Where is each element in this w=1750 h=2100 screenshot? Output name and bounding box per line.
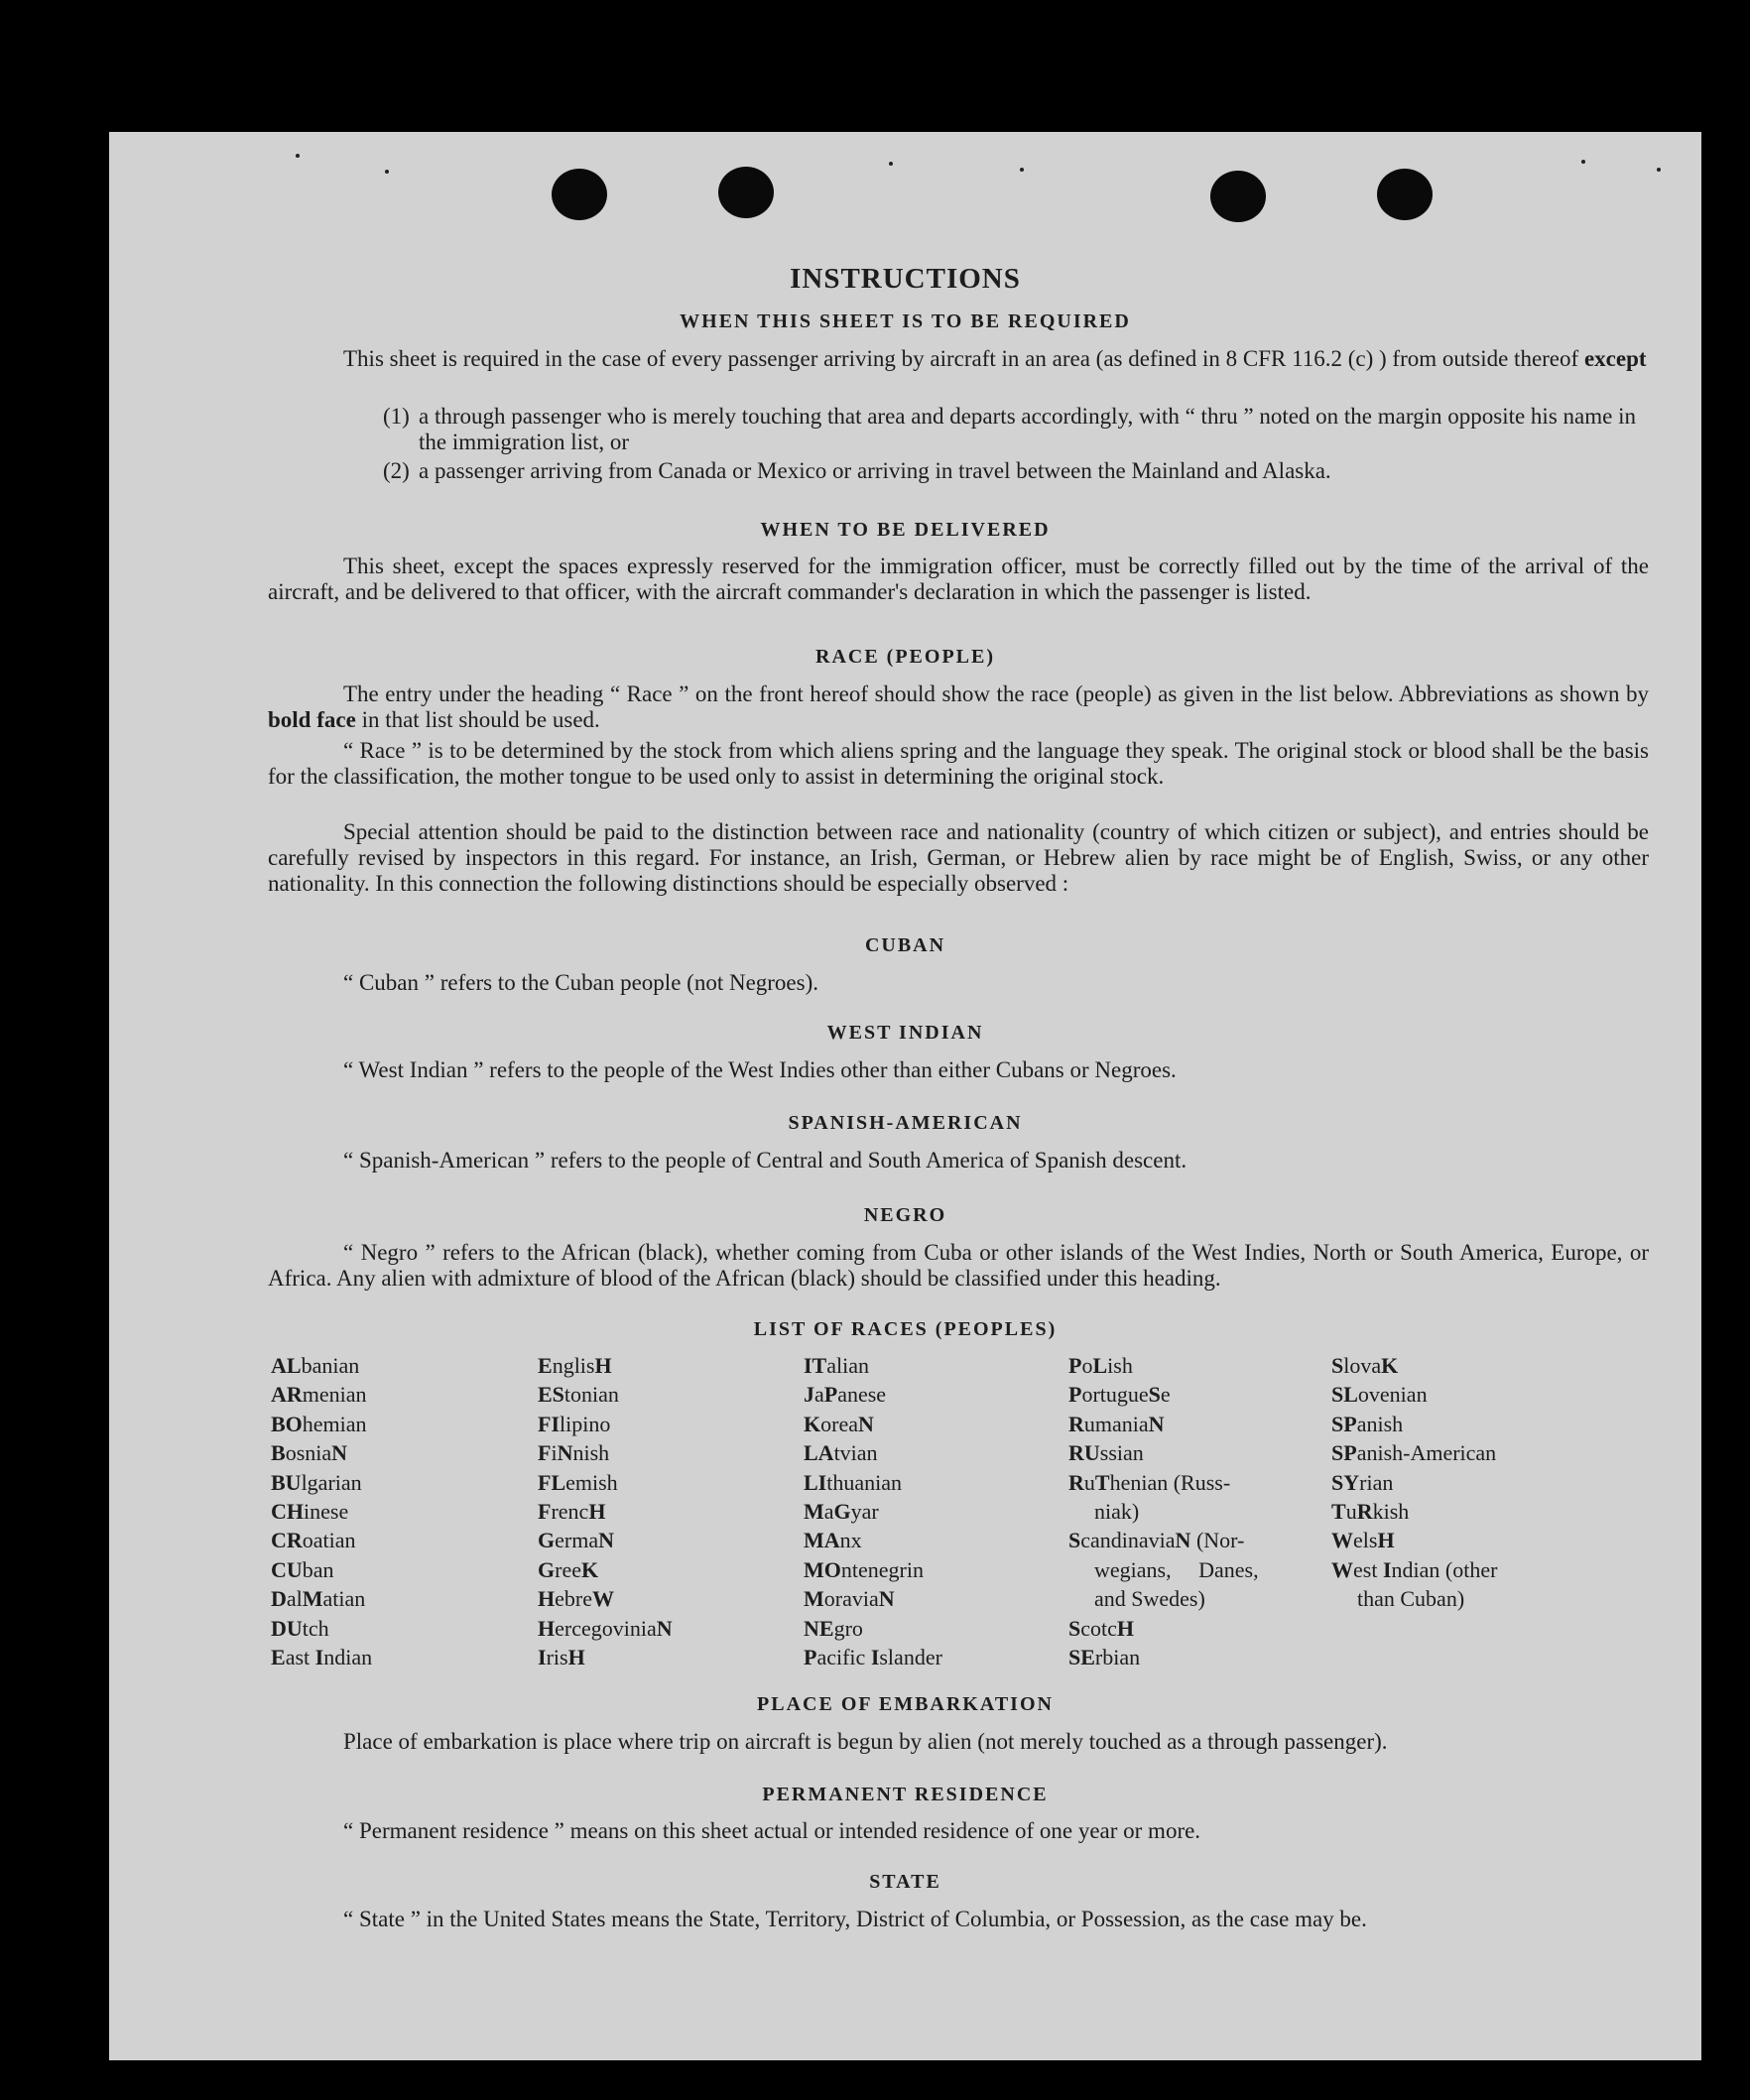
race-text: ssian — [1099, 1440, 1144, 1466]
race-abbrev-letters: P — [1068, 1353, 1082, 1378]
race-text: ercegovinia — [555, 1615, 657, 1641]
race-entry — [1068, 1526, 1326, 1554]
race-text: oravia — [823, 1586, 879, 1612]
race-abbrev-letters: P — [1068, 1382, 1082, 1408]
document-sheet — [109, 132, 1701, 2060]
race-entry — [271, 1497, 529, 1526]
race-text: orea — [820, 1411, 858, 1436]
race-column-1 — [271, 1351, 529, 1671]
race-abbrev-letters: SY — [1331, 1469, 1360, 1495]
race-paragraph-1 — [268, 681, 1649, 733]
race-abbrev-letters: FL — [538, 1469, 566, 1495]
race-text: ndian (other — [1391, 1556, 1498, 1582]
race-abbrev-letters: G — [833, 1499, 851, 1525]
race-abbrev-letters: N — [598, 1528, 614, 1553]
race-text: anish — [1356, 1411, 1404, 1436]
race-abbrev-letters: ES — [538, 1382, 564, 1408]
race-abbrev-letters: CH — [271, 1499, 304, 1525]
race-entry — [1331, 1438, 1589, 1467]
race-text: rbian — [1094, 1645, 1141, 1670]
race-entry — [1331, 1380, 1589, 1409]
section-heading-spanish-american: SPANISH-AMERICAN — [788, 1112, 1023, 1134]
race-text: ebre — [555, 1586, 592, 1612]
race-entry — [1068, 1614, 1326, 1643]
race-abbrev-letters: LI — [804, 1469, 827, 1495]
race-abbrev-letters: F — [538, 1440, 552, 1466]
race-abbrev-letters: M — [302, 1586, 323, 1612]
race-text: candinavia — [1080, 1528, 1176, 1553]
race-text: slander — [879, 1645, 942, 1670]
race-text: u — [1345, 1499, 1357, 1525]
race-text: anese — [837, 1382, 887, 1408]
race-abbrev-letters: S — [1148, 1382, 1161, 1408]
race-text: alian — [826, 1353, 870, 1378]
race-text: atian — [322, 1586, 366, 1612]
speck — [385, 170, 389, 174]
race-abbrev-letters: FI — [538, 1411, 560, 1436]
race-text: anish-American — [1356, 1440, 1497, 1466]
race-entry — [804, 1526, 1062, 1554]
race-entry — [538, 1351, 796, 1380]
race-entry — [1068, 1351, 1326, 1380]
race-text: ast — [285, 1645, 315, 1670]
race-abbrev-letters: G — [538, 1528, 556, 1553]
race-text: cotc — [1080, 1615, 1117, 1641]
race-abbrev-letters: R — [1068, 1469, 1084, 1495]
race-text: a — [814, 1382, 824, 1408]
race-abbrev-letters: H — [567, 1645, 585, 1670]
punch-hole — [1210, 171, 1266, 222]
race-abbrev-letters: L — [1092, 1353, 1108, 1378]
race-abbrev-letters: RU — [1068, 1440, 1100, 1466]
race-column-2 — [538, 1351, 796, 1671]
race-entry — [271, 1555, 529, 1584]
race-abbrev-letters: I — [538, 1645, 547, 1670]
race-abbrev-letters: D — [271, 1586, 287, 1612]
speck — [1581, 160, 1585, 164]
race-text: nglis — [552, 1353, 595, 1378]
race-text: ntenegrin — [840, 1556, 924, 1582]
section-heading-embarkation: PLACE OF EMBARKATION — [757, 1693, 1054, 1715]
race-text: nish — [572, 1440, 610, 1466]
race-abbrev-letters: F — [538, 1499, 552, 1525]
intro-bold: except — [1583, 346, 1647, 371]
race-text: inese — [304, 1499, 349, 1525]
section-heading-negro: NEGRO — [863, 1204, 947, 1226]
punch-hole — [718, 167, 774, 218]
race-text: niak) — [1094, 1499, 1140, 1525]
race-entry — [271, 1526, 529, 1554]
race-text: lipino — [560, 1411, 611, 1436]
race-abbrev-letters: MA — [804, 1528, 840, 1553]
section-heading-permanent-residence: PERMANENT RESIDENCE — [762, 1784, 1049, 1805]
section-heading-west-indian: WEST INDIAN — [826, 1022, 984, 1044]
when-delivered-text: This sheet, except the spaces expressly reserved for the immigration officer, must be correctly filled out by the time of the arrival of the aircraft, and be delivered to that officer, with the aircraft commander's declaration in which the passenger is listed. — [268, 554, 1649, 604]
race-text: ortugue — [1081, 1382, 1149, 1408]
race-abbrev-letters: S — [1068, 1528, 1081, 1553]
speck — [1657, 168, 1661, 172]
race-abbrev-letters: S — [1068, 1615, 1081, 1641]
race-entry — [1068, 1380, 1326, 1409]
race-abbrev-letters: M — [804, 1499, 824, 1525]
permanent-residence-text: “ Permanent residence ” means on this sheet actual or intended residence of one year or more. — [343, 1818, 1201, 1843]
race-entry — [538, 1438, 796, 1467]
race-entry — [804, 1643, 1062, 1671]
item-text: a passenger arriving from Canada or Mexico or arriving in travel between the Mainland and Alaska. — [419, 458, 1331, 483]
race-abbrev-letters: P — [804, 1645, 817, 1670]
race-text: banian — [301, 1353, 360, 1378]
race-abbrev-letters: IT — [804, 1353, 827, 1378]
section-heading-list-of-races: LIST OF RACES (PEOPLES) — [753, 1318, 1058, 1340]
race-abbrev-letters: DU — [271, 1615, 303, 1641]
race-entry — [1331, 1497, 1589, 1526]
race-entry — [271, 1351, 529, 1380]
race-p1-text-end: in that list should be used. — [361, 707, 600, 732]
race-abbrev-letters: T — [1094, 1469, 1110, 1495]
race-paragraph-3: Special attention should be paid to the distinction between race and nationality (country of which citizen or subject), and entries should be carefully revised by inspectors in this regard. For instance, an Irish, German, or Hebrew alien by race might be of English, Swiss, or any other nationality. In this connection the following distinctions should be especially observed : — [268, 819, 1649, 896]
race-text: al — [286, 1586, 303, 1612]
race-entry — [804, 1351, 1062, 1380]
race-abbrev-letters: W — [1331, 1556, 1353, 1582]
negro-text: “ Negro ” refers to the African (black), whether coming from Cuba or other islands of the West Indies, North or South America, Europe, or Africa. Any alien with admixture of blood of the African (black) should be classified under this heading. — [268, 1240, 1649, 1291]
state-text: “ State ” in the United States means the State, Territory, District of Columbia, or Possession, as the case may be. — [343, 1907, 1367, 1931]
race-text: rian — [1359, 1469, 1394, 1495]
section-heading-race: RACE (PEOPLE) — [815, 646, 995, 668]
spanish-american-text: “ Spanish-American ” refers to the people of Central and South America of Spanish descent. — [343, 1148, 1188, 1173]
race-abbrev-letters: SL — [1331, 1382, 1358, 1408]
race-abbrev-letters: N — [557, 1440, 573, 1466]
race-abbrev-letters: AL — [271, 1353, 302, 1378]
race-abbrev-letters: M — [804, 1586, 824, 1612]
race-text: tonian — [563, 1382, 619, 1408]
race-entry — [271, 1410, 529, 1438]
race-entry — [538, 1497, 796, 1526]
exception-item-2 — [383, 458, 1649, 484]
race-abbrev-letters: H — [538, 1586, 556, 1612]
race-text: ree — [555, 1556, 581, 1582]
cuban-text: “ Cuban ” refers to the Cuban people (not Negroes). — [343, 970, 819, 995]
race-column-5 — [1331, 1351, 1589, 1614]
race-text: thuanian — [826, 1469, 903, 1495]
race-text: ish — [1107, 1353, 1133, 1378]
race-abbrev-letters: I — [1382, 1556, 1392, 1582]
race-entry — [271, 1584, 529, 1613]
race-abbrev-letters: SP — [1331, 1440, 1357, 1466]
race-column-3 — [804, 1351, 1062, 1671]
race-abbrev-letters: CR — [271, 1528, 303, 1553]
race-text: o — [1081, 1353, 1093, 1378]
race-abbrev-letters: N — [1148, 1411, 1165, 1436]
race-text: ndian — [323, 1645, 373, 1670]
race-abbrev-letters: N — [878, 1586, 895, 1612]
exception-item-1 — [383, 404, 1649, 455]
race-abbrev-letters: R — [1068, 1411, 1084, 1436]
speck — [1020, 168, 1024, 172]
race-text: emish — [565, 1469, 618, 1495]
race-text: gro — [833, 1615, 863, 1641]
race-entry — [1068, 1468, 1326, 1497]
race-text: lova — [1343, 1353, 1382, 1378]
race-abbrev-letters: E — [538, 1353, 553, 1378]
item-number: (1) — [383, 404, 410, 429]
race-abbrev-letters: BU — [271, 1469, 302, 1495]
race-entry — [538, 1526, 796, 1554]
speck — [889, 162, 893, 166]
race-text: lgarian — [301, 1469, 362, 1495]
punch-hole — [552, 169, 607, 220]
race-text: acific — [816, 1645, 871, 1670]
race-abbrev-letters: AR — [271, 1382, 303, 1408]
race-text: tvian — [833, 1440, 878, 1466]
race-abbrev-letters: H — [1377, 1528, 1395, 1553]
race-entry — [271, 1643, 529, 1671]
race-abbrev-letters: MO — [804, 1556, 841, 1582]
item-number: (2) — [383, 458, 410, 483]
race-entry — [271, 1438, 529, 1467]
race-entry — [1068, 1584, 1326, 1613]
race-abbrev-letters: N — [857, 1411, 874, 1436]
race-text: els — [1353, 1528, 1378, 1553]
instructions-title: INSTRUCTIONS — [790, 263, 1021, 295]
section-heading-cuban: CUBAN — [864, 934, 946, 956]
race-text: yar — [850, 1499, 879, 1525]
race-entry — [538, 1468, 796, 1497]
race-text: tch — [302, 1615, 329, 1641]
race-entry — [271, 1614, 529, 1643]
race-text: umania — [1083, 1411, 1149, 1436]
race-paragraph-2: “ Race ” is to be determined by the stock from which aliens spring and the language they speak. The original stock or blood shall be the basis for the classification, the mother tongue to be used only to assist in determining the original stock. — [268, 738, 1649, 789]
race-text: i — [551, 1440, 558, 1466]
race-abbrev-letters: P — [823, 1382, 838, 1408]
race-abbrev-letters: W — [591, 1586, 614, 1612]
race-entry — [804, 1410, 1062, 1438]
race-text: henian (Russ- — [1109, 1469, 1231, 1495]
race-text: oatian — [302, 1528, 356, 1553]
race-text: ris — [546, 1645, 568, 1670]
race-text: wegians, Danes, — [1094, 1556, 1259, 1582]
race-abbrev-letters: H — [1116, 1615, 1135, 1641]
section-heading-when-delivered: WHEN TO BE DELIVERED — [760, 519, 1051, 541]
race-entry — [538, 1643, 796, 1671]
race-entry — [1068, 1555, 1326, 1584]
race-text: than Cuban) — [1357, 1586, 1465, 1612]
race-p1-text: The entry under the heading “ Race ” on the front hereof should show the race (people) as given in the list below. Abbreviations as shown by — [343, 681, 1649, 706]
race-abbrev-letters: J — [804, 1382, 814, 1408]
speck — [296, 154, 300, 158]
race-abbrev-letters: SP — [1331, 1411, 1357, 1436]
race-text: osnia — [285, 1440, 332, 1466]
punch-hole — [1377, 169, 1433, 220]
race-text: erma — [555, 1528, 599, 1553]
race-entry — [804, 1555, 1062, 1584]
race-entry — [1331, 1468, 1589, 1497]
race-p1-bold: bold face — [268, 707, 356, 732]
race-text: renc — [551, 1499, 589, 1525]
race-entry — [804, 1497, 1062, 1526]
race-entry — [804, 1614, 1062, 1643]
race-text: ban — [302, 1556, 334, 1582]
section-heading-state: STATE — [869, 1871, 941, 1893]
west-indian-text: “ West Indian ” refers to the people of the West Indies other than either Cubans or Negroes. — [343, 1057, 1177, 1082]
race-entry — [1331, 1555, 1589, 1584]
race-entry — [1331, 1410, 1589, 1438]
race-abbrev-letters: W — [1331, 1528, 1353, 1553]
race-entry — [1068, 1438, 1326, 1467]
race-entry — [1331, 1526, 1589, 1554]
race-abbrev-letters: SE — [1068, 1645, 1095, 1670]
race-entry — [804, 1380, 1062, 1409]
item-text: a through passenger who is merely touching that area and departs accordingly, with “ thru ” noted on the margin opposite his name in the immigration list, or — [419, 404, 1636, 454]
race-abbrev-letters: N — [1175, 1528, 1191, 1553]
race-entry — [1068, 1497, 1326, 1526]
race-text: hemian — [302, 1411, 367, 1436]
race-abbrev-letters: H — [594, 1353, 612, 1378]
race-text: (Nor- — [1190, 1528, 1245, 1553]
race-entry — [271, 1468, 529, 1497]
race-entry — [538, 1584, 796, 1613]
race-entry — [1068, 1643, 1326, 1671]
race-abbrev-letters: B — [271, 1440, 286, 1466]
race-entry — [538, 1410, 796, 1438]
race-abbrev-letters: G — [538, 1556, 556, 1582]
race-text: est — [1353, 1556, 1383, 1582]
race-text: menian — [302, 1382, 367, 1408]
race-abbrev-letters: E — [271, 1645, 286, 1670]
intro-text: This sheet is required in the case of every passenger arriving by aircraft in an area (as defined in 8 CFR 116.2 (c) ) from outside thereof — [343, 346, 1579, 371]
race-entry — [804, 1468, 1062, 1497]
race-text: nx — [839, 1528, 862, 1553]
race-abbrev-letters: NE — [804, 1615, 834, 1641]
race-abbrev-letters: T — [1331, 1499, 1346, 1525]
race-text: u — [1083, 1469, 1095, 1495]
race-abbrev-letters: LA — [804, 1440, 834, 1466]
race-entry — [804, 1438, 1062, 1467]
race-entry — [538, 1614, 796, 1643]
race-text: ovenian — [1357, 1382, 1428, 1408]
race-abbrev-letters: S — [1331, 1353, 1344, 1378]
race-abbrev-letters: N — [656, 1615, 673, 1641]
when-required-intro — [268, 346, 1649, 372]
section-heading-when-required: WHEN THIS SHEET IS TO BE REQUIRED — [680, 310, 1131, 332]
race-entry — [1331, 1584, 1589, 1613]
race-abbrev-letters: H — [538, 1615, 556, 1641]
race-abbrev-letters: K — [580, 1556, 599, 1582]
race-entry — [804, 1584, 1062, 1613]
race-entry — [538, 1380, 796, 1409]
race-entry — [1068, 1410, 1326, 1438]
race-abbrev-letters: BO — [271, 1411, 303, 1436]
race-entry — [271, 1380, 529, 1409]
race-abbrev-letters: CU — [271, 1556, 303, 1582]
race-text: and Swedes) — [1094, 1586, 1205, 1612]
race-abbrev-letters: N — [331, 1440, 348, 1466]
embarkation-text: Place of embarkation is place where trip on aircraft is begun by alien (not merely touched as a through passenger). — [343, 1729, 1388, 1754]
race-text: a — [823, 1499, 834, 1525]
race-abbrev-letters: I — [314, 1645, 324, 1670]
race-abbrev-letters: H — [588, 1499, 606, 1525]
race-abbrev-letters: I — [870, 1645, 880, 1670]
race-entry — [1331, 1351, 1589, 1380]
race-column-4 — [1068, 1351, 1326, 1671]
race-abbrev-letters: K — [1381, 1353, 1399, 1378]
race-abbrev-letters: R — [1356, 1499, 1373, 1525]
race-abbrev-letters: K — [804, 1411, 821, 1436]
race-text: e — [1160, 1382, 1171, 1408]
race-entry — [538, 1555, 796, 1584]
race-text: kish — [1372, 1499, 1410, 1525]
